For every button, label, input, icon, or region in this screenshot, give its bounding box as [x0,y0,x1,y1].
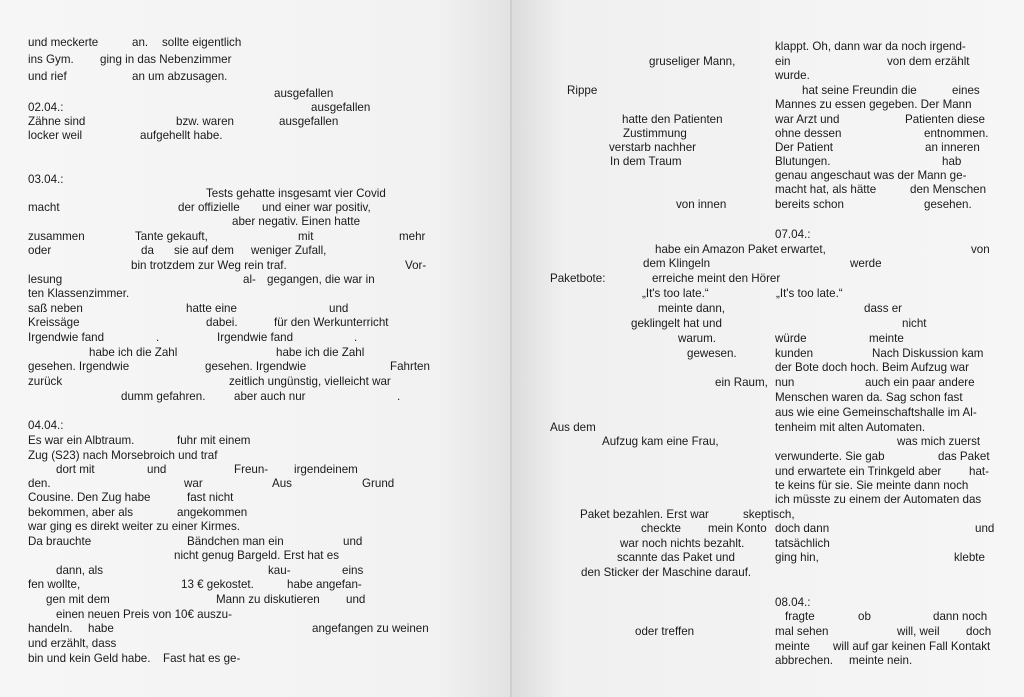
text-fragment: te keins für sie. Sie meinte dann noch [775,479,969,492]
text-fragment: dumm gefahren. [121,390,206,403]
text-fragment: „It's too late.“ [776,287,843,300]
text-fragment: habe ich die Zahl [276,346,365,359]
text-fragment: Aufzug kam eine Frau, [602,435,719,448]
text-fragment: lesung [28,273,63,286]
text-fragment: ohne dessen [775,127,842,140]
text-fragment: hat- [969,465,989,478]
text-fragment: dann noch [933,610,988,623]
text-fragment: und [343,535,363,548]
text-fragment: mein Konto [708,522,767,535]
text-fragment: ausgefallen [279,115,339,128]
text-fragment: zeitlich ungünstig, vielleicht war [229,375,391,388]
text-fragment: von dem erzählt [887,55,970,68]
text-fragment: Der Patient [775,141,833,154]
text-fragment: Irgendwie fand [217,331,294,344]
text-fragment: sollte eigentlich [162,36,242,49]
text-fragment: meinte dann, [658,302,726,315]
text-fragment: Zustimmung [623,127,687,140]
text-fragment: wurde. [775,69,810,82]
text-fragment: entnommen. [924,127,989,140]
text-fragment: gewesen. [687,347,737,360]
date-heading: 03.04.: [28,173,64,186]
text-fragment: Fahrten [390,360,430,373]
text-fragment: fuhr mit einem [177,434,251,447]
text-fragment: ob [858,610,871,623]
text-fragment: von innen [676,198,727,211]
text-fragment: und einer war positiv, [262,201,371,214]
text-fragment: mit [298,230,314,243]
text-fragment: skeptisch, [743,508,795,521]
text-fragment: von [971,243,990,256]
text-fragment: den Menschen [910,183,987,196]
text-fragment: und meckerte [28,36,99,49]
text-fragment: und [329,302,349,315]
text-fragment: Zug (S23) nach Morsebroich und traf [28,449,218,462]
text-fragment: gruseliger Mann, [649,55,736,68]
text-fragment: kau- [268,564,291,577]
text-fragment: und [346,593,366,606]
text-fragment: verstarb nachher [609,141,696,154]
text-fragment: aber negativ. Einen hatte [232,215,361,228]
text-fragment: Mannes zu essen gegeben. Der Mann [775,98,972,111]
text-fragment: hab [942,155,962,168]
text-fragment: ein Raum, [715,376,768,389]
date-heading: 08.04.: [775,596,811,609]
text-fragment: war Arzt und [775,113,840,126]
text-fragment: ten Klassenzimmer. [28,287,130,300]
text-fragment: habe ein Amazon Paket erwartet, [655,243,826,256]
text-fragment: würde [775,332,807,345]
text-fragment: auch ein paar andere [865,376,975,389]
text-fragment: bzw. waren [176,115,234,128]
text-fragment: aber auch nur [234,390,306,403]
text-fragment: aus wie eine Gemeinschaftshalle im Al- [775,406,977,419]
text-fragment: eines [952,84,980,97]
text-fragment: ausgefallen [274,87,334,100]
text-fragment: nun [775,376,795,389]
text-fragment: bereits schon [775,198,844,211]
text-fragment: der offizielle [178,201,240,214]
text-fragment: dabei. [206,316,238,329]
text-fragment: gesehen. [924,198,972,211]
text-fragment: scannte das Paket und [617,551,735,564]
text-fragment: Zähne sind [28,115,86,128]
text-fragment: gen mit dem [46,593,110,606]
text-fragment: handeln. [28,622,73,635]
text-fragment: der Bote doch hoch. Beim Aufzug war [775,361,969,374]
text-fragment: für den Werkunterricht [274,316,389,329]
text-fragment: ging hin, [775,551,819,564]
text-fragment: gesehen. Irgendwie [205,360,307,373]
text-fragment: Patienten diese [905,113,985,126]
text-fragment: Irgendwie fand [28,331,105,344]
date-heading: 07.04.: [775,228,811,241]
text-fragment: doch dann [775,522,830,535]
text-fragment: Cousine. Den Zug habe [28,491,151,504]
text-fragment: das Paket [938,450,990,463]
text-fragment: habe angefan- [287,578,362,591]
text-fragment: . [397,390,401,403]
text-fragment: habe ich die Zahl [89,346,178,359]
text-fragment: zurück [28,375,63,388]
text-fragment: Vor- [405,259,427,272]
text-fragment: Da brauchte [28,535,92,548]
text-fragment: war ging es direkt weiter zu einer Kirmes. [28,520,240,533]
text-fragment: Nach Diskussion kam [872,347,984,360]
text-fragment: angefangen zu weinen [312,622,429,635]
text-fragment: Fast hat es ge- [163,652,241,665]
text-fragment: bin und kein Geld habe. [28,652,151,665]
text-fragment: meinte nein. [849,654,913,667]
text-fragment: Grund [362,477,395,490]
text-fragment: mehr [399,230,426,243]
text-fragment: war noch nichts bezahlt. [620,537,745,550]
text-fragment: meinte [775,640,810,653]
date-heading: 04.04.: [28,419,64,432]
text-fragment: habe [88,622,114,635]
text-fragment: einen neuen Preis von 10€ auszu- [56,608,232,621]
text-fragment: geklingelt hat und [631,317,722,330]
text-fragment: Aus dem [550,421,596,434]
text-fragment: . [156,331,160,344]
text-fragment: Freun- [234,463,269,476]
text-fragment: mal sehen [775,625,829,638]
text-fragment: an. [132,36,149,49]
text-fragment: macht hat, als hätte [775,183,877,196]
text-fragment: Es war ein Albtraum. [28,434,135,447]
text-fragment: saß neben [28,302,83,315]
text-fragment: sie auf dem [174,244,234,257]
text-fragment: . [354,331,358,344]
text-fragment: was mich zuerst [897,435,981,448]
text-fragment: kunden [775,347,814,360]
text-fragment: fast nicht [187,491,234,504]
text-fragment: Rippe [567,84,598,97]
text-fragment: fragte [785,610,815,623]
text-fragment: aufgehellt habe. [140,129,223,142]
text-fragment: „It's too late.“ [642,287,709,300]
text-fragment: dann, als [56,564,104,577]
text-fragment: dass er [864,302,903,315]
text-fragment: verwunderte. Sie gab [775,450,885,463]
text-fragment: dem Klingeln [643,257,711,270]
text-fragment: oder treffen [635,625,695,638]
text-fragment: hatte eine [186,302,237,315]
text-fragment: abbrechen. [775,654,834,667]
text-fragment: ich müsste zu einem der Automaten das [775,493,982,506]
text-fragment: Menschen waren da. Sag schon fast [775,391,963,404]
text-fragment: zusammen [28,230,85,243]
text-fragment: an um abzusagen. [132,70,228,83]
text-fragment: ging in das Nebenzimmer [100,53,232,66]
text-fragment: Blutungen. [775,155,831,168]
text-fragment: Tante gekauft, [135,230,208,243]
text-fragment: genau angeschaut was der Mann ge- [775,169,967,182]
text-fragment: ausgefallen [311,101,371,114]
text-fragment: und [975,522,995,535]
text-fragment: gegangen, die war in [267,273,375,286]
text-fragment: und rief [28,70,67,83]
text-fragment: und erwartete ein Trinkgeld aber [775,465,942,478]
text-fragment: will auf gar keinen Fall Kontakt [833,640,991,653]
text-fragment: doch [966,625,992,638]
text-fragment: den Sticker der Maschine darauf. [581,566,752,579]
text-fragment: Aus [272,477,292,490]
text-fragment: da [141,244,154,257]
text-fragment: ein [775,55,791,68]
text-fragment: In dem Traum [610,155,682,168]
text-fragment: locker weil [28,129,83,142]
text-fragment: an inneren [925,141,980,154]
text-fragment: al- [243,273,256,286]
text-fragment: nicht [902,317,927,330]
text-fragment: meinte [869,332,904,345]
text-fragment: irgendeinem [294,463,358,476]
text-fragment: werde [850,257,882,270]
text-fragment: angekommen [177,506,248,519]
text-fragment: Kreissäge [28,316,80,329]
text-fragment: den. [28,477,51,490]
text-fragment: gesehen. Irgendwie [28,360,130,373]
text-fragment: bin trotzdem zur Weg rein traf. [131,259,287,272]
text-fragment: Paket bezahlen. Erst war [580,508,709,521]
text-fragment: war [184,477,203,490]
text-fragment: ins Gym. [28,53,74,66]
date-heading: 02.04.: [28,101,64,114]
text-fragment: hat seine Freundin die [802,84,917,97]
text-fragment: tatsächlich [775,537,830,550]
text-fragment: hatte den Patienten [622,113,723,126]
text-fragment: Mann zu diskutieren [216,593,320,606]
text-fragment: weniger Zufall, [251,244,327,257]
text-fragment: bekommen, aber als [28,506,134,519]
text-fragment: klebte [954,551,985,564]
text-fragment: fen wollte, [28,578,81,591]
text-fragment: erreiche meint den Hörer [652,272,781,285]
text-fragment: tenheim mit alten Automaten. [775,421,926,434]
text-fragment: 13 € gekostet. [181,578,254,591]
text-fragment: Tests gehatte insgesamt vier Covid [206,187,386,200]
text-fragment: und [147,463,167,476]
text-fragment: klappt. Oh, dann war da noch irgend- [775,40,966,53]
text-fragment: nicht genug Bargeld. Erst hat es [174,549,339,562]
text-fragment: macht [28,201,60,214]
text-fragment: will, weil [897,625,940,638]
text-fragment: und erzählt, dass [28,637,117,650]
text-fragment: warum. [678,332,717,345]
text-fragment: eins [342,564,364,577]
text-fragment: Paketbote: [550,272,606,285]
text-fragment: dort mit [56,463,95,476]
text-fragment: checkte [641,522,681,535]
text-fragment: Bändchen man ein [187,535,284,548]
text-fragment: oder [28,244,52,257]
right-page [512,0,1024,697]
